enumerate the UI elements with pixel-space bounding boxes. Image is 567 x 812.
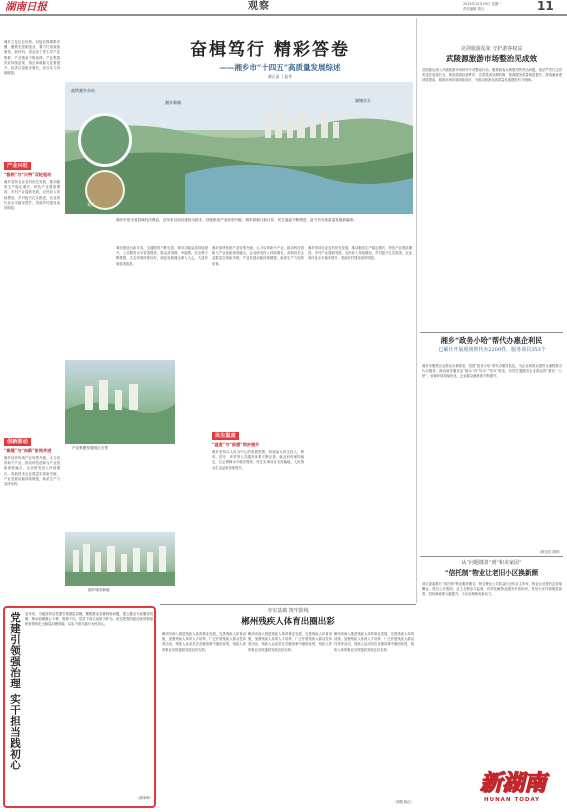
right-story-3-title: “信托制”物业让老旧小区换新颜 [444,569,539,577]
section-2-title: “聚链”与“向新”协同并进 [4,448,52,453]
bottom-divider [160,604,416,605]
lead-photo-3 [65,532,175,586]
right-divider-1 [420,332,563,333]
right-story-1-title: 武陵源旅游市场整治见成效 [445,54,538,63]
lead-subtitle: ——湘乡市“十四五”高质量发展综述 [219,63,341,72]
hunan-today-logo [474,770,564,810]
photo-label-1: 高铁湘乡东站 [71,88,95,93]
section-2-text: 湘乡加快传统产业转型升级，大力培育新兴产业，推动科技创新与产业创新深度融合，企业研发投入持续增长，高新技术企业数量实现新突破，产业发展动能持续增强，新质生产力加快培育。 [4,456,60,487]
photo-label-3: 湖城东方 [355,98,371,103]
bottom-story-credit: （刘健 陈红） [392,800,414,804]
section-3-subtitle: “温度”与“质感”同步提升 [212,442,260,447]
highlight-box[interactable] [3,606,156,808]
bottom-story-body-2: 郴州市深入推进残疾人体育事业发展，完善残疾人体育设施，加强残疾人体育人才培养，广泛开展残疾人群众性体育活动，残疾人运动员在各级赛事中屡创佳绩，残疾人体育事业呈现蓬勃发展良好态势。 [248,632,332,652]
date-line: 2025年12月29日 星期一 [463,2,502,6]
right-divider-2 [420,556,563,557]
lead-left-column: 湘乡立足区位优势，对接长株潭都市圈，聚焦先进制造业，着力打造装备制造、新材料、食品加工等主导产业集群，产业链条不断延伸，产业集群效应持续显现，园区承载能力显著提升，经济总量稳步增长，综合实力持续增强。 [4,40,60,76]
section-3-text: 湘乡坚持以人民为中心的发展思想，持续加大民生投入，教育、医疗、养老等公共服务体系不断完善，就业形势保持稳定，社会保障水平稳步提高，民生实事项目全面落地，人民群众生活品质持续提升。 [212,450,304,470]
masthead-rule [0,14,567,16]
page-number: 11 [537,0,554,13]
right-story-2-title: 湘乡“政务小哈”帮代办惠企利民 [440,336,543,345]
right-story-1-body: 武陵源区深入开展旅游市场秩序专项整治行动，聚焦游客反映强烈的突出问题，依法严厉打击各类违法违规行为，规范旅游经营秩序，完善投诉处理机制，旅游服务质量明显提升，游客满意度持续提高，旅游市场环境持续向好，为推动旅游业高质量发展提供有力保障。 [422,68,562,83]
column-divider-1 [416,18,417,603]
photo-caption-2: 湘乡城市新貌 [88,588,110,592]
paper-name: 湖南日报 [5,1,47,13]
bottom-story-body-1: 郴州市深入推进残疾人体育事业发展，完善残疾人体育设施，加强残疾人体育人才培养，广泛开展残疾人群众性体育活动，残疾人运动员在各级赛事中屡创佳绩，残疾人体育事业呈现蓬勃发展良好态势。 [162,632,246,652]
lead-middle-column-b: 湘乡加快传统产业转型升级，大力培育新兴产业，推动科技创新与产业创新深度融合，企业研发投入持续增长，高新技术企业数量实现新突破，产业发展动能持续增强，新质生产力加快培育。 [212,246,304,266]
logo-text: 新湖南 [480,770,547,796]
photo-2-scene [65,360,175,444]
right-story-2-subtitle: 已累计开展现场帮代办2209件，服务项目353个 [438,347,546,353]
section-1-title: “稳根”与“兴特”双轮驱动 [4,172,52,177]
lead-byline: 颜石园 丁振华 [268,74,292,79]
photo-label-4: 景区 [87,202,95,207]
section-3-badge: 民生温度 [212,432,239,440]
lead-title: 奋楫笃行 精彩答卷 [190,40,350,60]
photo-caption-1: 产业集聚发展园区全景 [72,446,108,450]
lead-right-column: 湘乡坚持农业农村优先发展，推动粮食生产稳定增长，特色产业提质增效，乡村产业蓬勃发展，农民收入持续增加，乡村振兴扎实推进，农业现代化水平稳步提升，美丽乡村建设成效明显。 [308,246,412,261]
bottom-story-body-3: 郴州市深入推进残疾人体育事业发展，完善残疾人体育设施，加强残疾人体育人才培养，广泛开展残疾人群众性体育活动，残疾人运动员在各级赛事中屡创佳绩，残疾人体育事业呈现蓬勃发展良好态势。 [334,632,414,652]
bottom-story-kicker: 夯实基础 筑牢防线 [267,608,309,614]
section-2-badge: 创新驱动 [4,438,31,446]
highlight-credit: （颜家晖） [136,796,153,800]
highlight-headline: 党建引领强治理 实干担当践初心 [9,612,21,771]
right-story-3-kicker: 从“问题楼盘”到“和美家园” [461,560,522,566]
lead-photo-2 [65,360,175,444]
logo-subtext: HUNAN TODAY [484,797,541,803]
masthead [0,0,567,14]
right-story-1-kicker: 亮剑旅游乱象 守护游客权益 [460,46,523,52]
right-story-2-body: 湘乡市聚焦企业群众办事需求，组建“政务小哈”帮代办服务队伍，为企业和群众提供全流程帮办代办服务，推动政务服务从“能办”向“好办”“快办”转变，有效打通服务企业群众的“最后一公里”，营商环境持续优化，企业群众满意度不断提升。 [422,364,562,379]
edition-line: 责任编辑 周月 [463,7,485,11]
section-1-text: 湘乡坚持农业农村优先发展，推动粮食生产稳定增长，特色产业提质增效，乡村产业蓬勃发展，农民收入持续增加，乡村振兴扎实推进，农业现代化水平稳步提升，美丽乡村建设成效明显。 [4,180,60,211]
photo-3-scene [65,532,175,586]
bottom-story-title: 郴州残疾人体育出圈出彩 [241,617,335,627]
highlight-body: 近年来，当地坚持以党建引领基层治理，聚焦群众急难愁盼问题，建立健全为民服务机制，推动治理重心下移、资源下沉，党员干部主动担当作为，切实把党的政治优势和组织优势转化为基层治理效能，以实干担当践行为民初心。 [25,612,153,627]
section-title: 观察 [248,1,270,12]
section-1-badge: 产业兴旺 [4,162,31,170]
right-story-3-body: 该区探索推行“信托制”物业服务模式，物业费及公共收益归全体业主所有，物业企业按约定收取酬金，账目公开透明，业主全程参与监督，有效化解物业服务矛盾纠纷，老旧小区环境明显改善，居民满意度大幅提升，小区治理焕发新活力。 [422,582,562,597]
right-story-2-credit: （颜石园 刘婷） [537,550,562,554]
lead-photo-collage [65,82,413,214]
lead-middle-column-a: 城市建设日新月异，交通网络不断完善，城市功能品质持续提升，公共服务水平显著提高，群众获得感、幸福感、安全感不断增强，生态环境持续向好，绿色发展理念深入人心，人居环境显著改善。 [116,246,208,266]
lead-intro: 湘乡市是全省县域经济强县，近年来以项目建设为抓手，持续推动产业转型升级，城乡面貌日新月异，民生福祉不断增进，奋力书写高质量发展新篇章。 [116,218,357,222]
photo-label-2: 湘乡新城 [165,100,181,105]
